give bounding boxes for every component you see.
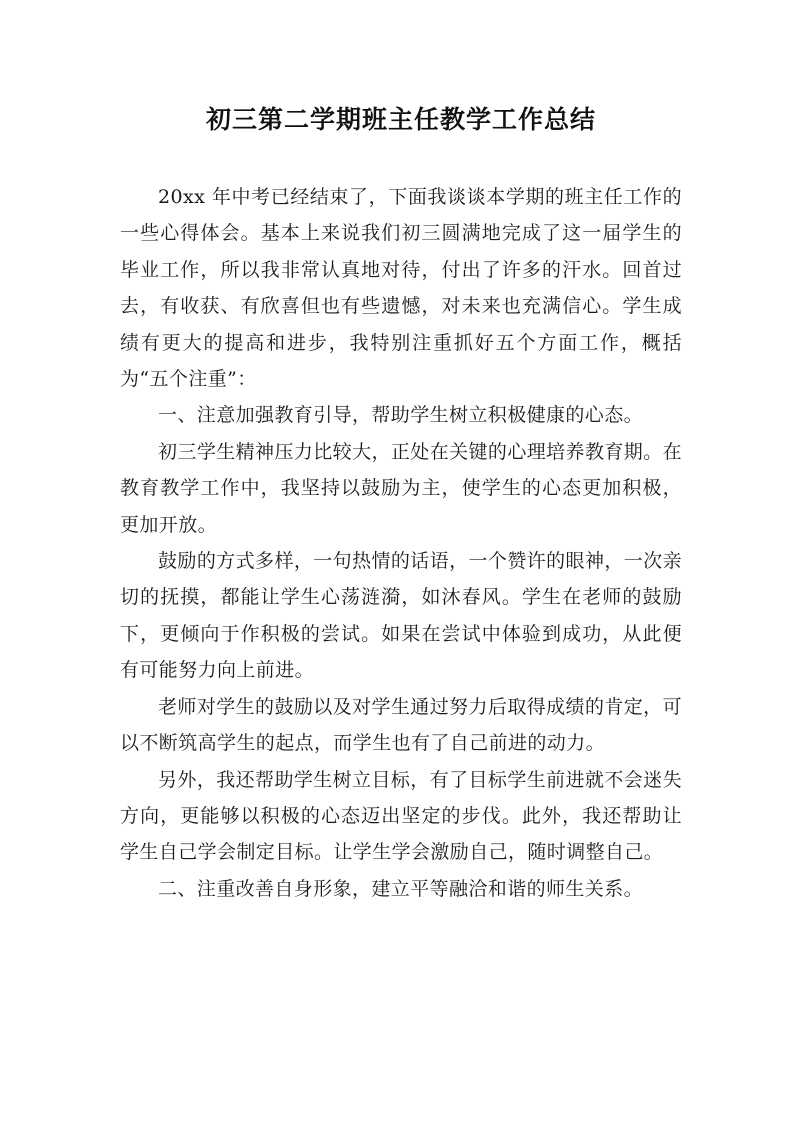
- section-heading-2: 二、注重改善自身形象，建立平等融洽和谐的师生关系。: [158, 877, 644, 900]
- paragraph: 鼓励的方式多样，一句热情的话语，一个赞许的眼神，一次亲切的抚摸，都能让学生心荡涟漪，如沐春风。学生在老师的鼓励下，更倾向于作积极的尝试。如果在尝试中体验到成功，从此便有可能努力向上前进。: [120, 550, 682, 682]
- section-heading-1: 一、注意加强教育引导，帮助学生树立积极健康的心态。: [158, 404, 644, 427]
- document-body: [120, 179, 682, 907]
- paragraph: 初三学生精神压力比较大，正处在关键的心理培养教育期。在教育教学工作中，我坚持以鼓励为主，使学生的心态更加积极，更加开放。: [120, 440, 682, 536]
- paragraph: 老师对学生的鼓励以及对学生通过努力后取得成绩的肯定，可以不断筑高学生的起点，而学生也有了自己前进的动力。: [120, 695, 682, 755]
- paragraph: 另外，我还帮助学生树立目标，有了目标学生前进就不会迷失方向，更能够以积极的心态迈出坚定的步伐。此外，我还帮助让学生自己学会制定目标。让学生学会激励自己，随时调整自己。: [120, 768, 682, 864]
- document-title: 初三第二学期班主任教学工作总结: [205, 105, 596, 134]
- paragraph-intro: 20xx 年中考已经结束了，下面我谈谈本学期的班主任工作的一些心得体会。基本上来说我们初三圆满地完成了这一届学生的毕业工作，所以我非常认真地对待，付出了许多的汗水。回首过去，有收获、有欣喜但也有些遗憾，对未来也充满信心。学生成绩有更大的提高和进步，我特别注重抓好五个方面工作，概括为“五个注重”：: [120, 186, 682, 391]
